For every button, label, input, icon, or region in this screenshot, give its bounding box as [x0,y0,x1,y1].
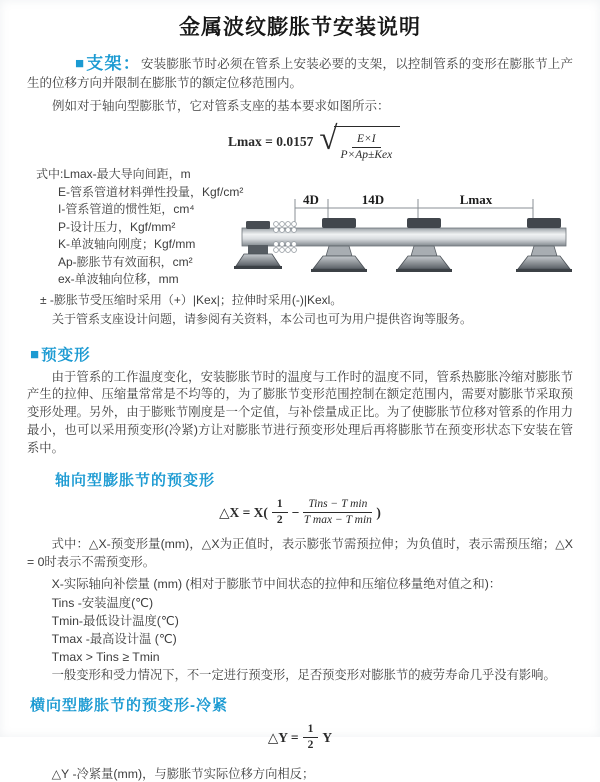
temperature-fraction [303,498,372,527]
square-bullet-icon: ■ [30,345,41,363]
predeform-body-text: 由于管系的工作温度变化，安装膨胀节时的温度与工作时的温度不同，管系热膨胀冷缩对膨胀节产生的拉伸、压缩量常常是不均等的，为了膨胀节变形范围控制在额定范围内，需要对膨胀节采取预变形处理。另外，由于膨账节刚度是一个定值，与补偿量成正比。为了使膨胀节位移对管系的作用力最小，也可以采用预变形(冷紧)方让对膨胀节进行预变形处理后再将膨胀节在预变形状态下安装在管系中。 [27,369,573,455]
one-half-fraction [272,498,288,527]
dim-label-14d: 14D [361,192,385,207]
lmax-fraction [340,133,392,162]
predeform-section-heading [30,343,600,365]
definition-item: K-单波轴向刚度；Kgf/mm [58,237,196,251]
definitions-where-line: 式中:Lmax-最大导向间距，m [36,167,191,181]
square-bullet-icon: ■ [75,55,86,72]
support-spacing-diagram [238,192,594,288]
sqrt-body [334,126,400,162]
sqrt-radical [319,120,400,162]
axial-where-text: 式中：△X-预变形量(mm)，△X为正值时，表示膨张节需预拉伸；为负值时，表示需预压缩；△X = 0时表示不需预变形。 [27,537,573,570]
lmax-formula-lhs: Lmax = 0.0157 [228,134,314,149]
lateral-note-text: △Y -冷紧量(mm)，与膨胀节实际位移方向相反； [51,767,315,782]
dim-label-4d: 4D [303,192,319,207]
lmax-fraction-numerator: E×I [352,133,381,148]
plus-minus-note: ± -膨胀节受压缩时采用（+）|Kex|；拉伸时采用(-)|Kexl。 [40,292,343,307]
dim-label-lmax: Lmax [459,192,493,207]
right-paren: ) [376,504,381,520]
support-heading-label: 支架： [86,54,141,73]
axial-notes-list [27,575,573,684]
radical-symbol-icon: √ [319,120,338,157]
half-numerator: 1 [272,498,288,513]
lmax-formula [228,122,600,162]
half-denominator: 2 [307,739,314,752]
temp-denominator: T max − T min [303,514,372,527]
lateral-formula-lhs: △Y = [267,729,299,745]
definition-item: I-管系管道的惯性矩，cm⁴ [58,202,195,216]
definition-item: ex-单波轴向位移，mm [58,272,179,286]
predeform-heading-label: 预变形 [41,346,91,364]
temp-numerator: Tins − T min [303,498,372,513]
definition-item: E-管系管道材料弹性投量，Kgf/cm² [58,184,244,199]
page-title: 金属波纹膨胀节安装说明 [179,16,421,39]
support-paragraph [27,54,573,93]
lateral-formula [0,723,600,752]
support-example-text: 例如对于轴向型膨胀节，它对管系支座的基本要求如图所示： [52,99,390,113]
definition-item: Ap-膨胀节有效面积，cm² [58,254,193,269]
axial-note: Tins -安装温度(℃) [51,595,154,610]
lmax-fraction-denominator: P×Ap±Kex [340,148,393,161]
axial-formula-lhs: △X = X( [219,504,268,520]
minus-sign: − [291,504,300,520]
axial-note: Tmax > Tins ≥ Tmin [51,649,160,664]
axial-note: 一般变形和受力情况下，不一定进行预变形，足否预变形对膨胀节的疲劳寿命几乎没有影响。 [51,667,556,682]
axial-subheading: 轴向型膨胀节的预变形 [55,472,216,490]
axial-formula [0,498,600,527]
axial-note: Tmin-最低设计温度(℃) [51,613,179,628]
definition-item: P-设计压力，Kgf/mm² [58,219,176,234]
support-section-heading [75,54,141,73]
axial-note: X-实际轴向补偿量 (mm) (相对于膨胀节中间状态的拉伸和压缩位移量绝对值之和)： [51,577,502,592]
half-denominator: 2 [276,514,283,527]
support-intro-text: 安装膨胀节时必须在管系上安装必要的支架，以控制管系的变形在膨胀节上产生的位移方向并限制在膨胀节的额定位移范围内。 [27,57,574,90]
lateral-subheading: 横向型膨胀节的预变形-冷紧 [30,697,228,715]
one-half-fraction [303,723,319,752]
lateral-formula-rhs: Y [322,729,333,745]
half-numerator: 1 [303,723,319,738]
consult-note: 关于管系支座设计问题，请参阅有关资料，本公司也可为用户提供咨询等服务。 [52,312,473,326]
axial-note: Tmax -最高设计温 (℃) [51,631,177,646]
